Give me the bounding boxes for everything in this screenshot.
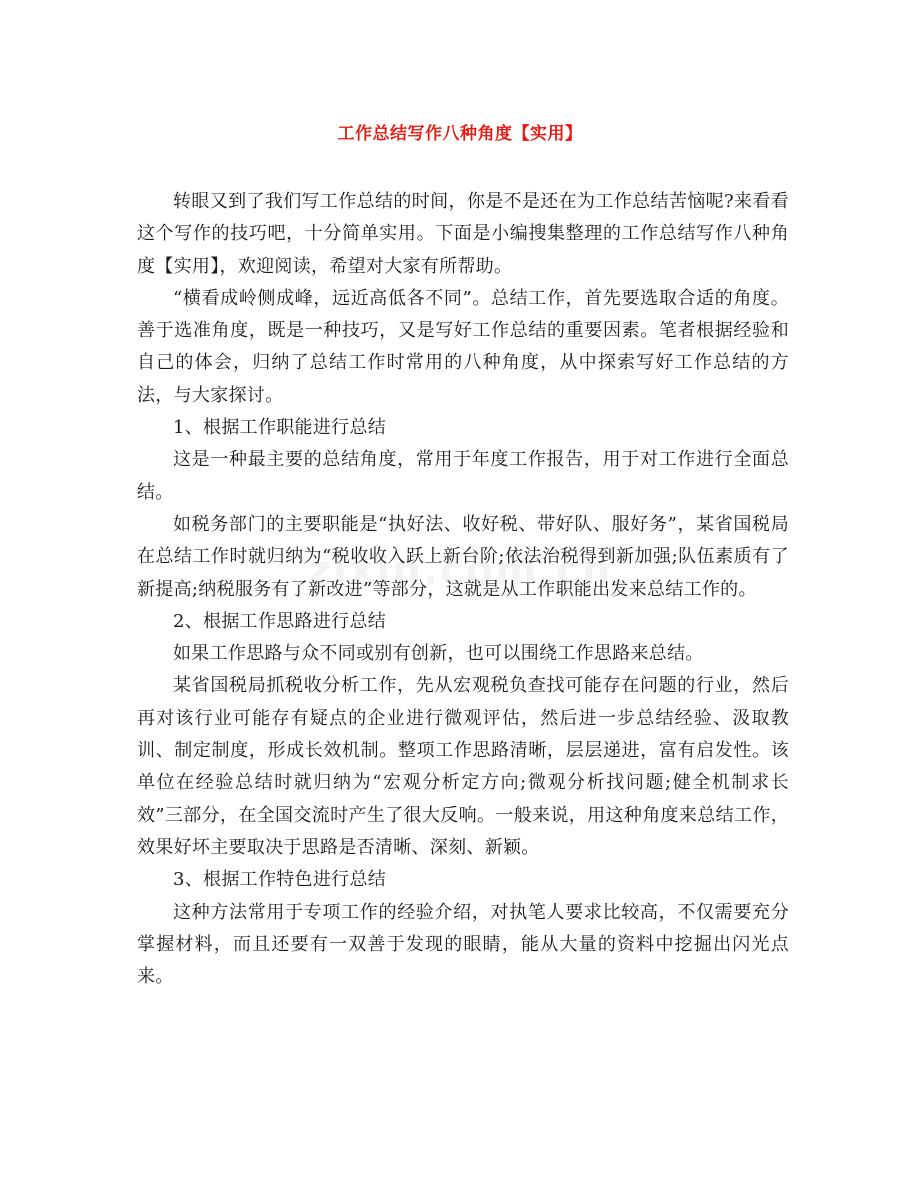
paragraph-section-2-b: 某省国税局抓税收分析工作，先从宏观税负查找可能存在问题的行业，然后再对该行业可能存有疑点的企业进行微观评估，然后进一步总结经验、汲取教训、制定制度，形成长效机制。整项工作思路清晰，层层递进，富有启发性。该单位在经验总结时就归纳为“宏观分析定方向;微观分析找问题;健全机制求长效”三部分，在全国交流时产生了很大反响。一般来说，用这种角度来总结工作，效果好坏主要取决于思路是否清晰、深刻、新颖。 [137, 675, 789, 858]
paragraph-section-2-a: 如果工作思路与众不同或别有创新，也可以围绕工作思路来总结。 [173, 643, 704, 665]
paragraph-intro: 转眼又到了我们写工作总结的时间，你是不是还在为工作总结苦恼呢?来看看这个写作的技巧吧，十分简单实用。下面是小编搜集整理的工作总结写作八种角度【实用】，欢迎阅读，希望对大家有所帮助。 [137, 191, 789, 277]
section-heading-3: 3、根据工作特色进行总结 [173, 869, 387, 891]
paragraph-quote: “横看成岭侧成峰，远近高低各不同”。总结工作，首先要选取合适的角度。善于选准角度，既是一种技巧，又是写好工作总结的重要因素。笔者根据经验和自己的体会，归纳了总结工作时常用的八种角度，从中探索写好工作总结的方法，与大家探讨。 [137, 287, 789, 406]
paragraph-section-1-a: 这是一种最主要的总结角度，常用于年度工作报告，用于对工作进行全面总结。 [137, 449, 789, 503]
document-title: 工作总结写作八种角度【实用】 [337, 124, 583, 144]
section-heading-1: 1、根据工作职能进行总结 [173, 417, 387, 439]
paragraph-section-3-a: 这种方法常用于专项工作的经验介绍，对执笔人要求比较高，不仅需要充分掌握材料，而且还要有一双善于发现的眼睛，能从大量的资料中挖掘出闪光点来。 [137, 901, 789, 988]
paragraph-section-1-b: 如税务部门的主要职能是“执好法、收好税、带好队、服好务”，某省国税局在总结工作时就归纳为“税收收入跃上新台阶;依法治税得到新加强;队伍素质有了新提高;纳税服务有了新改进”等部分，这就是从工作职能出发来总结工作的。 [137, 513, 789, 600]
section-heading-2: 2、根据工作思路进行总结 [173, 610, 387, 632]
document-body [137, 186, 789, 993]
